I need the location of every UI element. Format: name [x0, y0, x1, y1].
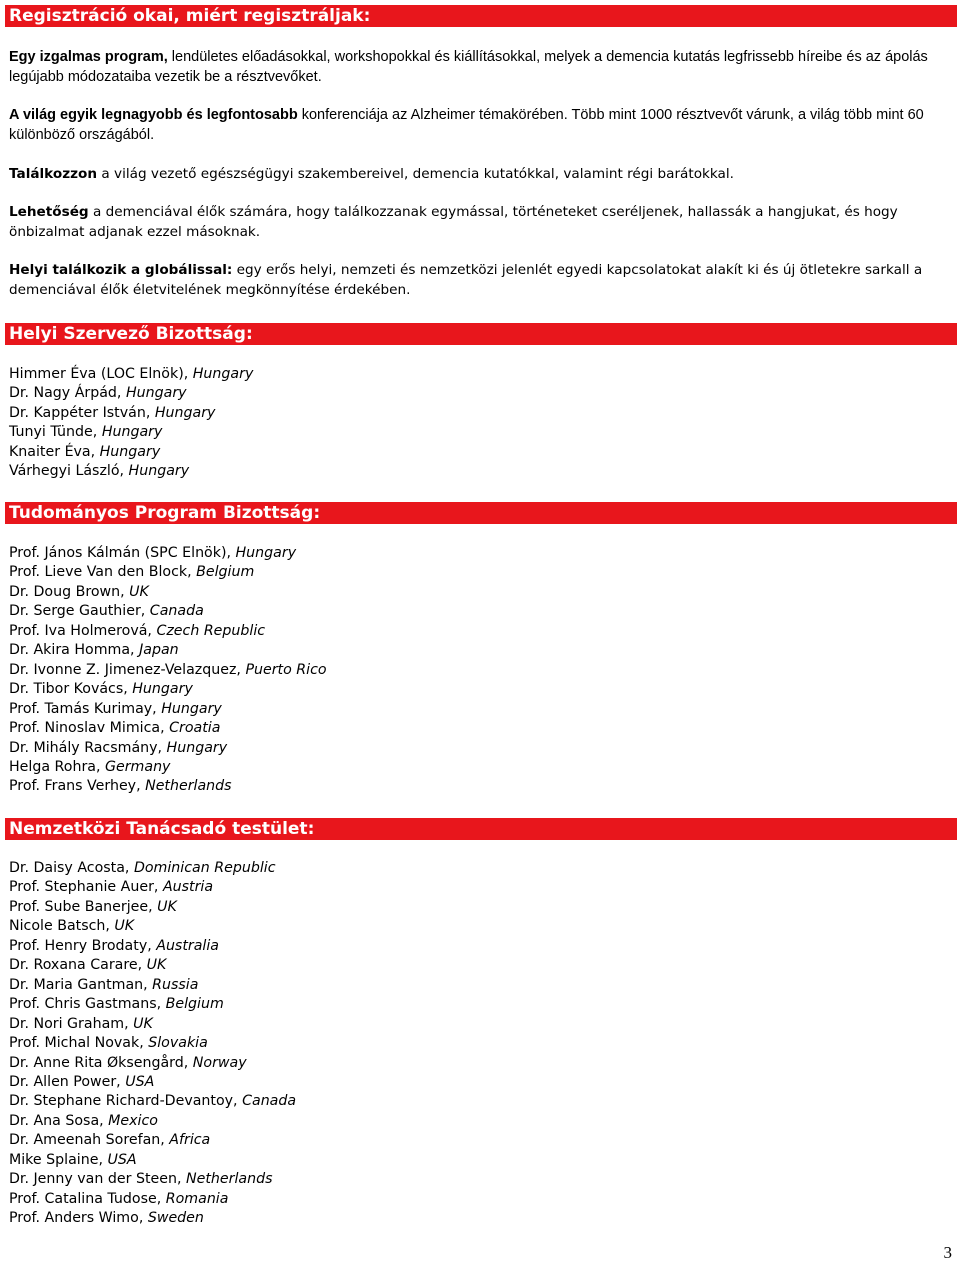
- member-name: Helga Rohra,: [9, 758, 105, 775]
- member-country: Canada: [149, 603, 204, 620]
- member-row: [9, 1015, 296, 1034]
- member-row: [9, 680, 327, 699]
- reason-lead: Helyi találkozik a globálissal:: [9, 262, 233, 278]
- member-name: Dr. Ana Sosa,: [9, 1112, 109, 1129]
- member-country: Hungary: [132, 681, 193, 698]
- member-row: [9, 1209, 296, 1228]
- section-header-scientific-committee: Tudományos Program Bizottság:: [5, 502, 957, 524]
- member-name: Dr. Kappéter István,: [9, 404, 155, 421]
- member-name: Prof. Sube Banerjee,: [9, 898, 158, 915]
- reason-text: konferenciája az Alzheimer témakörében. Több mint 1000 résztvevőt várunk, a világ több mint 60 különböző országából.: [9, 107, 924, 143]
- member-country: Sweden: [147, 1210, 204, 1227]
- member-name: Dr. Tibor Kovács,: [9, 681, 133, 698]
- member-country: Hungary: [125, 385, 187, 402]
- registration-reasons-3: [9, 165, 949, 185]
- member-name: Prof. Ninoslav Mimica,: [9, 720, 170, 737]
- member-country: Hungary: [101, 424, 163, 441]
- member-name: Prof. János Kálmán (SPC Elnök),: [9, 545, 236, 561]
- member-row: [9, 1170, 296, 1189]
- member-row: [9, 1054, 296, 1073]
- reason-paragraph: [9, 106, 949, 145]
- member-name: Dr. Jenny van der Steen,: [9, 1171, 186, 1188]
- member-row: [9, 917, 296, 936]
- member-country: Slovakia: [148, 1035, 208, 1052]
- member-country: UK: [146, 957, 167, 974]
- member-country: Russia: [152, 976, 199, 993]
- member-row: [9, 443, 253, 462]
- registration-reasons: [9, 48, 949, 109]
- member-country: Hungary: [161, 700, 222, 717]
- member-name: Dr. Stephane Richard-Devantoy,: [9, 1093, 243, 1110]
- section-header-local-committee: Helyi Szervező Bizottság:: [5, 323, 957, 345]
- member-row: [9, 1034, 296, 1053]
- member-name: Dr. Anne Rita Øksengård,: [9, 1054, 193, 1071]
- member-row: [9, 365, 253, 384]
- member-row: [9, 956, 296, 975]
- member-country: Hungary: [166, 739, 228, 756]
- member-country: Germany: [105, 758, 171, 775]
- member-country: Canada: [242, 1093, 297, 1110]
- member-row: [9, 563, 327, 582]
- member-country: Africa: [169, 1132, 211, 1149]
- registration-reasons-5: [9, 261, 949, 300]
- member-country: Romania: [165, 1190, 229, 1207]
- member-row: [9, 462, 253, 481]
- section-header-advisory-board: Nemzetközi Tanácsadó testület:: [5, 818, 957, 840]
- member-row: [9, 700, 327, 719]
- member-country: Belgium: [165, 996, 224, 1013]
- member-row: [9, 995, 296, 1014]
- member-name: Prof. Frans Verhey,: [9, 778, 146, 795]
- member-country: Dominican Republic: [133, 860, 276, 876]
- reason-text: egy erős helyi, nemzeti és nemzetközi jelenlét egyedi kapcsolatokat alakít ki és új ötletekre sarkall a demenciával élők életvitelének megkönnyítése érdekében.: [9, 262, 923, 298]
- member-row: [9, 404, 253, 423]
- member-name: Prof. Iva Holmerová,: [9, 622, 157, 639]
- member-row: [9, 1092, 296, 1111]
- member-row: [9, 1131, 296, 1150]
- member-name: Dr. Nori Graham,: [9, 1015, 134, 1032]
- member-row: [9, 583, 327, 602]
- member-name: Prof. Catalina Tudose,: [9, 1190, 166, 1207]
- page-number: 3: [943, 1243, 952, 1262]
- member-country: Norway: [192, 1054, 247, 1071]
- member-country: Austria: [162, 879, 214, 896]
- reason-lead: Lehetőség: [9, 204, 89, 220]
- member-name: Dr. Roxana Carare,: [9, 957, 147, 974]
- member-row: [9, 1151, 296, 1170]
- member-name: Dr. Serge Gauthier,: [9, 603, 150, 620]
- member-country: USA: [107, 1151, 137, 1168]
- member-country: Japan: [139, 642, 179, 659]
- member-country: Australia: [156, 937, 219, 954]
- reason-lead: Egy izgalmas program,: [9, 49, 168, 65]
- member-name: Dr. Nagy Árpád,: [9, 385, 126, 402]
- member-country: UK: [157, 898, 177, 915]
- local-committee-list: [9, 365, 253, 482]
- member-row: [9, 384, 253, 403]
- advisory-board-list: [9, 859, 296, 1229]
- member-name: Dr. Maria Gantman,: [9, 976, 153, 993]
- member-row: [9, 622, 327, 641]
- member-row: [9, 777, 327, 796]
- member-country: Czech Republic: [156, 622, 266, 639]
- member-name: Dr. Akira Homma,: [9, 642, 140, 659]
- member-name: Prof. Henry Brodaty,: [9, 937, 157, 954]
- member-row: [9, 937, 296, 956]
- member-row: [9, 719, 327, 738]
- member-row: [9, 1112, 296, 1131]
- member-country: UK: [129, 583, 149, 600]
- member-country: Hungary: [99, 443, 161, 460]
- member-country: Belgium: [196, 564, 255, 581]
- member-country: Puerto Rico: [245, 661, 327, 678]
- registration-reasons-2: [9, 106, 949, 145]
- member-name: Dr. Daisy Acosta,: [9, 860, 134, 876]
- member-country: Netherlands: [145, 778, 232, 795]
- member-country: Netherlands: [185, 1171, 273, 1188]
- member-country: Hungary: [192, 366, 254, 382]
- reason-paragraph: [9, 261, 949, 300]
- member-name: Dr. Doug Brown,: [9, 583, 130, 600]
- reason-text: lendületes előadásokkal, workshopokkal és kiállításokkal, melyek a demencia kutatás legfrissebb híreibe és az ápolás legújabb módozataiba vezetik be a résztvevőket.: [9, 49, 928, 85]
- reason-text: a világ vezető egészségügyi szakembereivel, demencia kutatókkal, valamint régi barátokkal.: [97, 166, 734, 182]
- member-row: [9, 976, 296, 995]
- member-country: UK: [114, 918, 135, 935]
- member-row: [9, 602, 327, 621]
- reason-text: a demenciával élők számára, hogy találkozzanak egymással, történeteket cseréljenek, hallassák a hangjukat, és hogy önbizalmat adjanak ezzel másoknak.: [9, 204, 898, 240]
- member-name: Várhegyi László,: [9, 463, 129, 480]
- member-row: [9, 758, 327, 777]
- member-name: Tunyi Tünde,: [9, 424, 102, 441]
- member-name: Prof. Chris Gastmans,: [9, 996, 166, 1013]
- section-header-registration: Regisztráció okai, miért regisztráljak:: [5, 5, 957, 27]
- member-country: Hungary: [235, 545, 297, 561]
- member-row: [9, 739, 327, 758]
- member-row: [9, 641, 327, 660]
- member-name: Himmer Éva (LOC Elnök),: [9, 366, 193, 382]
- member-row: [9, 859, 296, 878]
- member-name: Prof. Stephanie Auer,: [9, 879, 163, 896]
- member-name: Mike Splaine,: [9, 1151, 108, 1168]
- member-row: [9, 661, 327, 680]
- member-name: Dr. Mihály Racsmány,: [9, 739, 167, 756]
- member-country: Hungary: [154, 404, 216, 421]
- member-name: Knaiter Éva,: [9, 443, 100, 460]
- member-name: Dr. Ameenah Sorefan,: [9, 1132, 170, 1149]
- member-name: Prof. Anders Wimo,: [9, 1210, 148, 1227]
- member-name: Prof. Michal Novak,: [9, 1035, 149, 1052]
- member-country: Mexico: [108, 1112, 158, 1129]
- member-name: Prof. Lieve Van den Block,: [9, 564, 197, 581]
- scientific-committee-list: [9, 544, 327, 797]
- member-name: Nicole Batsch,: [9, 918, 115, 935]
- member-name: Dr. Ivonne Z. Jimenez-Velazquez,: [9, 661, 246, 678]
- member-row: [9, 898, 296, 917]
- member-country: USA: [125, 1073, 155, 1090]
- reason-lead: A világ egyik legnagyobb és legfontosabb: [9, 107, 298, 123]
- member-name: Dr. Allen Power,: [9, 1073, 126, 1090]
- member-row: [9, 423, 253, 442]
- member-country: Croatia: [169, 720, 221, 737]
- member-country: UK: [133, 1015, 153, 1032]
- member-row: [9, 1190, 296, 1209]
- member-row: [9, 1073, 296, 1092]
- member-row: [9, 544, 327, 563]
- reason-lead: Találkozzon: [9, 166, 98, 182]
- member-country: Hungary: [128, 463, 190, 480]
- member-name: Prof. Tamás Kurimay,: [9, 700, 162, 717]
- reason-paragraph: [9, 203, 949, 242]
- registration-reasons-4: [9, 203, 949, 242]
- reason-paragraph: [9, 165, 949, 185]
- member-row: [9, 878, 296, 897]
- reason-paragraph: [9, 48, 949, 87]
